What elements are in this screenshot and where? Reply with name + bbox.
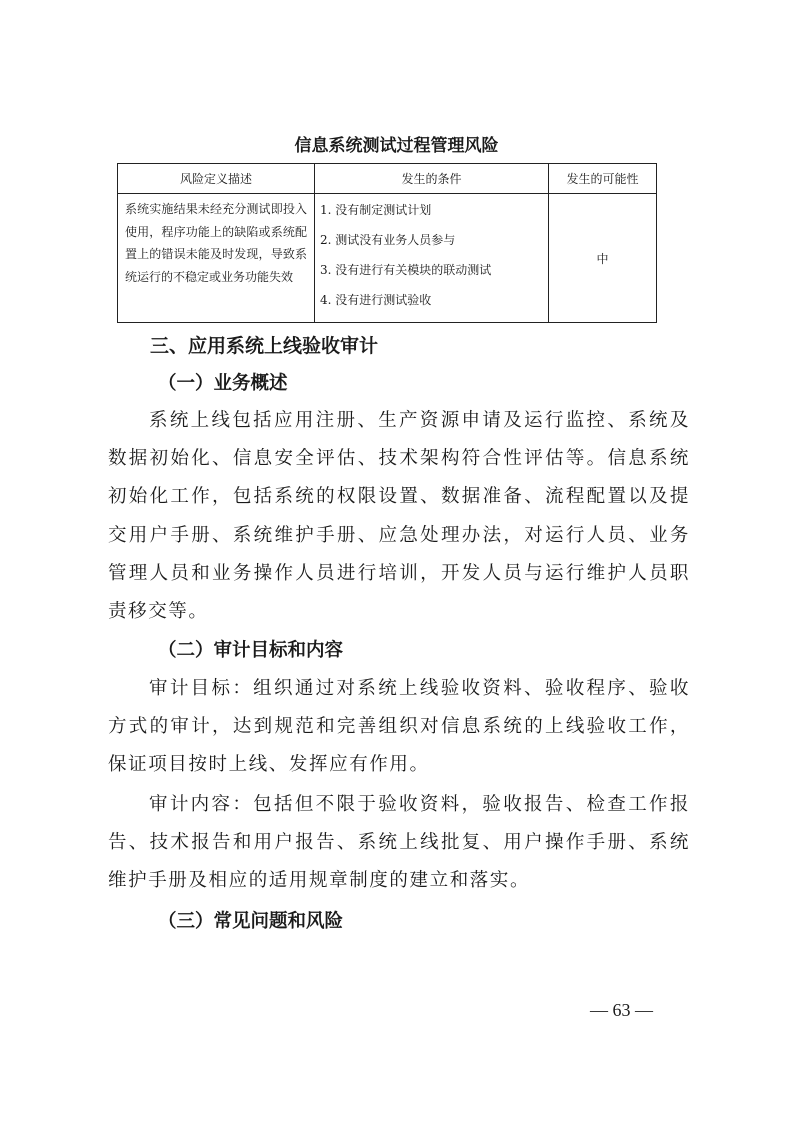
header-conditions: 发生的条件	[315, 164, 549, 194]
conditions-list	[315, 194, 549, 323]
condition-item: 3. 没有进行有关模块的联动测试	[320, 263, 492, 277]
risk-description: 系统实施结果未经充分测试即投入使用，程序功能上的缺陷或系统配置上的错误未能及时发现，导致系统运行的不稳定或业务功能失效	[118, 194, 315, 323]
likelihood-value: 中	[549, 194, 657, 323]
subheading-common-issues: （三）常见问题和风险	[158, 911, 344, 932]
header-risk-definition: 风险定义描述	[118, 164, 315, 194]
section-heading: 三、应用系统上线验收审计	[150, 335, 379, 357]
condition-item: 2. 测试没有业务人员参与	[320, 233, 456, 247]
page-number: — 63 —	[590, 1000, 653, 1020]
risk-table	[117, 163, 657, 323]
table-title: 信息系统测试过程管理风险	[294, 136, 499, 156]
paragraph-audit-objective: 审计目标：组织通过对系统上线验收资料、验收程序、验收方式的审计，达到规范和完善组织对信息系统的上线验收工作，保证项目按时上线、发挥应有作用。	[108, 678, 690, 776]
paragraph-audit-content: 审计内容：包括但不限于验收资料，验收报告、检查工作报告、技术报告和用户报告、系统上线批复、用户操作手册、系统维护手册及相应的适用规章制度的建立和落实。	[108, 794, 690, 892]
condition-item: 4. 没有进行测试验收	[320, 293, 432, 307]
table-row	[118, 194, 657, 323]
subheading-audit-objectives: （二）审计目标和内容	[158, 640, 344, 661]
header-likelihood: 发生的可能性	[549, 164, 657, 194]
table-header-row	[118, 164, 657, 194]
paragraph-overview: 系统上线包括应用注册、生产资源申请及运行监控、系统及数据初始化、信息安全评估、技术架构符合性评估等。信息系统初始化工作，包括系统的权限设置、数据准备、流程配置以及提交用户手册、系统维护手册、应急处理办法，对运行人员、业务管理人员和业务操作人员进行培训，开发人员与运行维护人员职责移交等。	[108, 410, 690, 623]
subheading-overview: （一）业务概述	[158, 373, 288, 394]
condition-item: 1. 没有制定测试计划	[320, 203, 432, 217]
